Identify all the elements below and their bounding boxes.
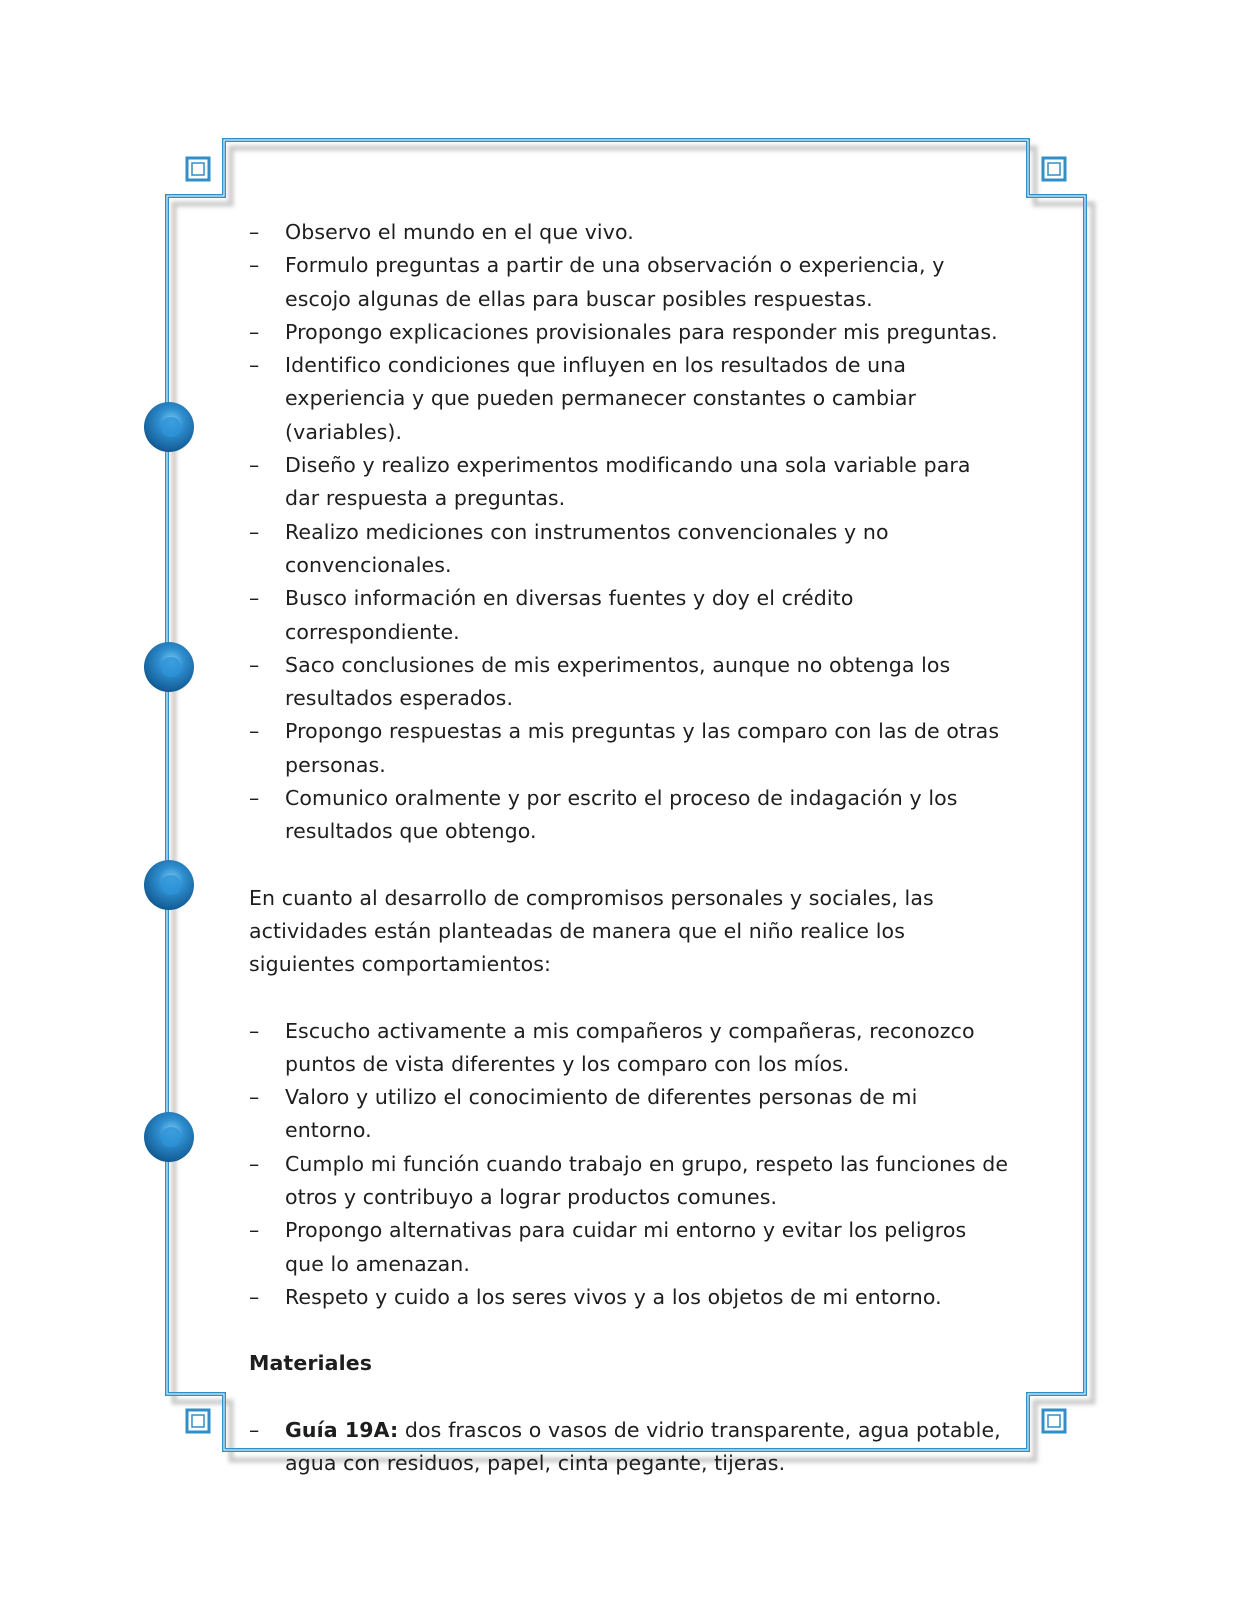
corner-ornament-top-right [1043, 158, 1065, 180]
list-item-text: Escucho activamente a mis compañeros y compañeras, reconozco puntos de vista diferentes y los comparo con los míos. [285, 1018, 975, 1076]
list-marker: – [249, 353, 260, 378]
list-item [249, 1414, 1009, 1481]
list-marker: – [249, 253, 260, 278]
social-skills-list [249, 1015, 1009, 1315]
list-item-text: Diseño y realizo experimentos modificando una sola variable para dar respuesta a preguntas. [285, 453, 971, 511]
inquiry-skills-list [249, 216, 1009, 849]
list-marker: – [249, 453, 260, 478]
spacer [249, 1314, 1009, 1347]
list-item [249, 782, 1009, 849]
list-item-text: Valoro y utilizo el conocimiento de diferentes personas de mi entorno. [285, 1085, 918, 1143]
materials-list [249, 1414, 1009, 1481]
page-content [249, 216, 1009, 1480]
blue-sphere-icon [144, 402, 194, 452]
list-marker: – [249, 586, 260, 611]
blue-sphere-icon [144, 642, 194, 692]
list-marker: – [249, 652, 260, 677]
list-marker: – [249, 719, 260, 744]
list-item-text: Respeto y cuido a los seres vivos y a los objetos de mi entorno. [285, 1284, 942, 1309]
list-item [249, 316, 1009, 349]
list-marker: – [249, 1284, 260, 1309]
list-marker: – [249, 519, 260, 544]
list-marker: – [249, 1218, 260, 1243]
list-item-text: dos frascos o vasos de vidrio transparente, agua potable, agua con residuos, papel, cinta pegante, tijeras. [285, 1417, 1001, 1475]
list-marker: – [249, 1417, 260, 1442]
list-item [249, 349, 1009, 449]
blue-sphere-icon [144, 1112, 194, 1162]
list-item [249, 1281, 1009, 1314]
list-item-text: Propongo alternativas para cuidar mi entorno y evitar los peligros que lo amenazan. [285, 1218, 967, 1276]
list-item [249, 449, 1009, 516]
list-item [249, 582, 1009, 649]
corner-ornament-bottom-left [187, 1410, 209, 1432]
list-item-text: Formulo preguntas a partir de una observación o experiencia, y escojo algunas de ellas para buscar posibles respuestas. [285, 253, 945, 311]
intro-paragraph: En cuanto al desarrollo de compromisos personales y sociales, las actividades están planteadas de manera que el niño realice los siguientes comportamientos: [249, 885, 934, 977]
list-item-text: Identifico condiciones que influyen en los resultados de una experiencia y que pueden permanecer constantes o cambiar (variables). [285, 353, 917, 444]
list-item-text: Observo el mundo en el que vivo. [285, 220, 634, 244]
materials-heading: Materiales [249, 1351, 373, 1376]
list-marker: – [249, 786, 260, 811]
corner-ornament-top-left [187, 158, 209, 180]
list-item [249, 715, 1009, 782]
list-marker: – [249, 1085, 260, 1110]
list-item [249, 516, 1009, 583]
list-item [249, 249, 1009, 316]
list-item-text: Busco información en diversas fuentes y doy el crédito correspondiente. [285, 586, 854, 644]
list-item [249, 1148, 1009, 1215]
list-item-text: Propongo explicaciones provisionales para responder mis preguntas. [285, 319, 998, 344]
list-item [249, 1214, 1009, 1281]
blue-sphere-icon [144, 860, 194, 910]
list-marker: – [249, 220, 260, 244]
list-marker: – [249, 1018, 260, 1043]
list-item [249, 1015, 1009, 1082]
list-marker: – [249, 1151, 260, 1176]
list-item [249, 649, 1009, 716]
list-item [249, 216, 1009, 249]
corner-ornament-bottom-right [1043, 1410, 1065, 1432]
list-item-text: Cumplo mi función cuando trabajo en grupo, respeto las funciones de otros y contribuyo a lograr productos comunes. [285, 1151, 1009, 1210]
list-item [249, 1081, 1009, 1148]
list-item-text: Saco conclusiones de mis experimentos, aunque no obtenga los resultados esperados. [285, 652, 951, 711]
list-item-text: Realizo mediciones con instrumentos convencionales y no convencionales. [285, 519, 889, 577]
list-item-text: Comunico oralmente y por escrito el proceso de indagación y los resultados que obtengo. [285, 786, 958, 844]
guide-label: Guía 19A: [285, 1417, 399, 1442]
list-item-text: Propongo respuestas a mis preguntas y las comparo con las de otras personas. [285, 719, 1000, 777]
list-marker: – [249, 319, 260, 344]
